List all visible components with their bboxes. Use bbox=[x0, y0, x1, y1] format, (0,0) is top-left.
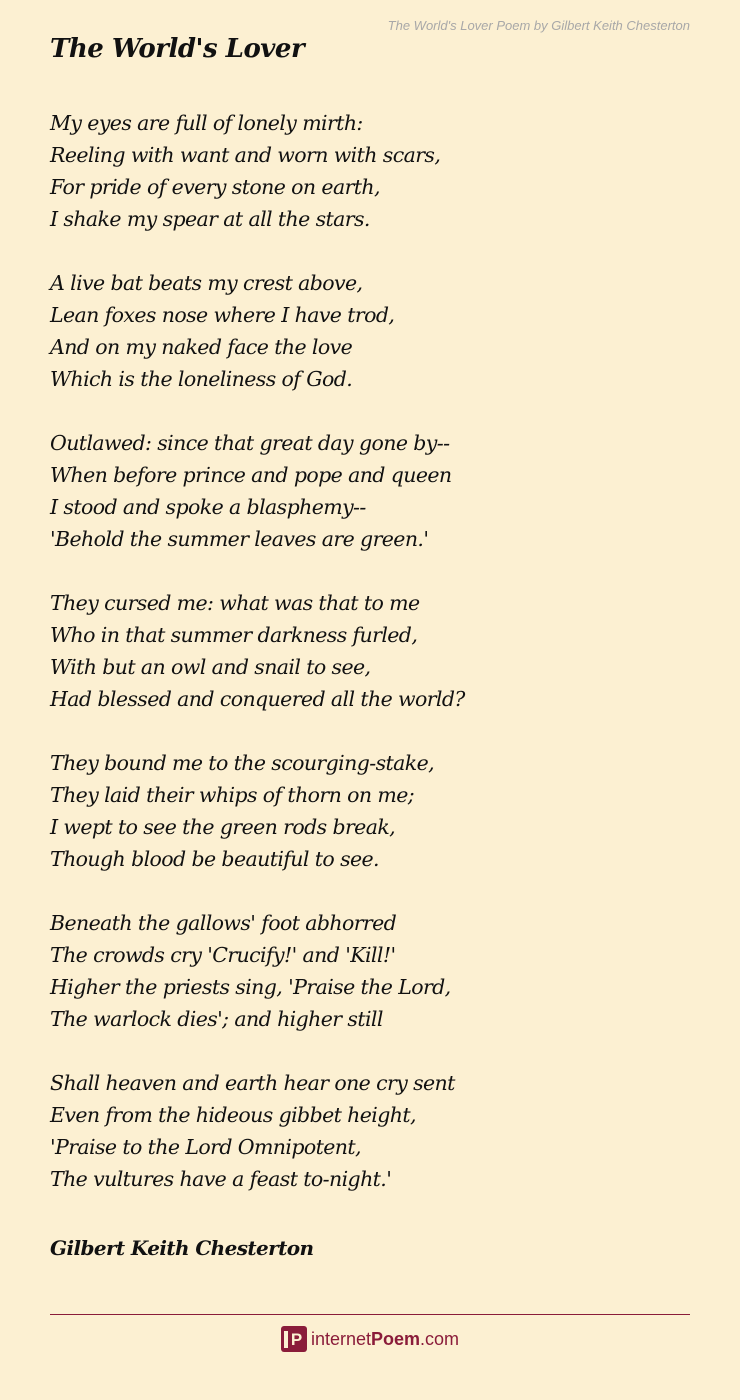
poem-body bbox=[50, 107, 690, 1227]
footer-divider bbox=[50, 1314, 690, 1315]
poem-line: Higher the priests sing, 'Praise the Lord, bbox=[50, 975, 451, 999]
header-credit: The World's Lover Poem by Gilbert Keith Chesterton bbox=[387, 18, 690, 33]
poem-line: I stood and spoke a blasphemy-- bbox=[50, 495, 366, 519]
poem-line: The warlock dies'; and higher still bbox=[50, 1007, 383, 1031]
poem-line: Lean foxes nose where I have trod, bbox=[50, 303, 395, 327]
poem-line: Who in that summer darkness furled, bbox=[50, 623, 418, 647]
poem-line: My eyes are full of lonely mirth: bbox=[50, 111, 363, 135]
stanza bbox=[50, 107, 690, 235]
poem-line: Outlawed: since that great day gone by-- bbox=[50, 431, 450, 455]
poem-title: The World's Lover bbox=[50, 34, 305, 64]
poem-line: Beneath the gallows' foot abhorred bbox=[50, 911, 397, 935]
poem-line: A live bat beats my crest above, bbox=[50, 271, 363, 295]
brand-prefix: internet bbox=[310, 1328, 371, 1349]
poem-line: And on my naked face the love bbox=[50, 335, 353, 359]
poem-line: 'Praise to the Lord Omnipotent, bbox=[50, 1135, 361, 1159]
poem-line: I shake my spear at all the stars. bbox=[50, 207, 370, 231]
stanza bbox=[50, 587, 690, 715]
poem-line: Though blood be beautiful to see. bbox=[50, 847, 379, 871]
poem-line: 'Behold the summer leaves are green.' bbox=[50, 527, 429, 551]
poem-line: Had blessed and conquered all the world? bbox=[50, 687, 465, 711]
poem-line: With but an owl and snail to see, bbox=[50, 655, 371, 679]
brand-link[interactable] bbox=[0, 1326, 740, 1352]
brand-suffix: .com bbox=[420, 1328, 460, 1349]
stanza bbox=[50, 907, 690, 1035]
poem-author: Gilbert Keith Chesterton bbox=[50, 1236, 314, 1260]
stanza bbox=[50, 267, 690, 395]
poem-line: They laid their whips of thorn on me; bbox=[50, 783, 415, 807]
poem-line: They cursed me: what was that to me bbox=[50, 591, 420, 615]
poem-line: I wept to see the green rods break, bbox=[50, 815, 396, 839]
logo-letter: P bbox=[290, 1330, 303, 1349]
poem-line: They bound me to the scourging-stake, bbox=[50, 751, 435, 775]
poem-line: The crowds cry 'Crucify!' and 'Kill!' bbox=[50, 943, 396, 967]
poem-line: Which is the loneliness of God. bbox=[50, 367, 353, 391]
internetpoem-logo-icon bbox=[281, 1326, 307, 1352]
stanza bbox=[50, 427, 690, 555]
poem-line: The vultures have a feast to-night.' bbox=[50, 1167, 392, 1191]
brand-bold: Poem bbox=[371, 1328, 421, 1349]
poem-line: When before prince and pope and queen bbox=[50, 463, 452, 487]
poem-line: Reeling with want and worn with scars, bbox=[50, 143, 441, 167]
poem-line: Even from the hideous gibbet height, bbox=[50, 1103, 416, 1127]
poem-line: Shall heaven and earth hear one cry sent bbox=[50, 1071, 455, 1095]
poem-line: For pride of every stone on earth, bbox=[50, 175, 380, 199]
stanza bbox=[50, 1067, 690, 1195]
brand-name bbox=[311, 1329, 459, 1350]
stanza bbox=[50, 747, 690, 875]
